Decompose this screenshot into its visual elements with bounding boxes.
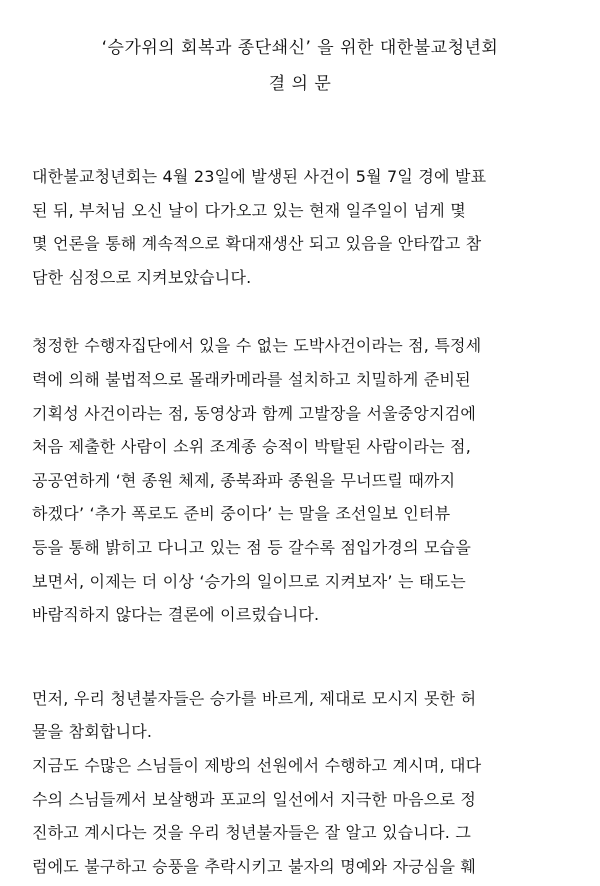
text-line: 럼에도 불구하고 승풍을 추락시키고 불자의 명예와 자긍심을 훼 bbox=[32, 856, 477, 876]
document-title bbox=[0, 30, 600, 102]
text-line: 력에 의해 불법적으로 몰래카메라를 설치하고 치밀하게 준비된 bbox=[32, 369, 471, 389]
text-line: 청정한 수행자집단에서 있을 수 없는 도박사건이라는 점, 특정세 bbox=[32, 336, 482, 356]
text-line: 된 뒤, 부처님 오신 날이 다가오고 있는 현재 일주일이 넘게 몇 bbox=[32, 200, 466, 220]
text-line: 등을 통해 밝히고 다니고 있는 점 등 갈수록 점입가경의 모습을 bbox=[32, 537, 471, 557]
text-line: 하겠다’ ‘추가 폭로도 준비 중이다’ 는 말을 조선일보 인터뷰 bbox=[32, 504, 451, 524]
text-line: 몇 언론을 통해 계속적으로 확대재생산 되고 있음을 안타깝고 참 bbox=[32, 234, 482, 254]
text-line: 처음 제출한 사람이 소위 조계종 승적이 박탈된 사람이라는 점, bbox=[32, 437, 471, 457]
paragraph-4 bbox=[32, 749, 580, 883]
text-line: 담한 심정으로 지켜보았습니다. bbox=[32, 267, 252, 287]
title-line-sub: 결 의 문 bbox=[268, 74, 332, 94]
text-line: 지금도 수많은 스님들이 제방의 선원에서 수행하고 계시며, 대다 bbox=[32, 755, 482, 775]
text-line: 기획성 사건이라는 점, 동영상과 함께 고발장을 서울중앙지검에 bbox=[32, 403, 477, 423]
paragraph-3 bbox=[32, 682, 580, 749]
text-line: 바람직하지 않다는 결론에 이르렀습니다. bbox=[32, 605, 320, 625]
title-line-main: ‘승가위의 회복과 종단쇄신’ 을 위한 대한불교청년회 bbox=[101, 38, 499, 58]
text-line: 수의 스님들께서 보살행과 포교의 일선에서 지극한 마음으로 정 bbox=[32, 789, 477, 809]
text-line: 보면서, 이제는 더 이상 ‘승가의 일이므로 지켜보자’ 는 태도는 bbox=[32, 571, 466, 591]
text-line: 공공연하게 ‘현 종원 체제, 종북좌파 종원을 무너뜨릴 때까지 bbox=[32, 470, 456, 490]
text-line: 먼저, 우리 청년불자들은 승가를 바르게, 제대로 모시지 못한 허 bbox=[32, 688, 477, 708]
paragraph-2 bbox=[32, 329, 580, 631]
document-body bbox=[32, 160, 580, 883]
paragraph-1 bbox=[32, 160, 580, 294]
text-line: 대한불교청년회는 4월 23일에 발생된 사건이 5월 7일 경에 발표 bbox=[32, 167, 487, 186]
text-line: 물을 참회합니다. bbox=[32, 722, 153, 742]
text-line: 진하고 계시다는 것을 우리 청년불자들은 잘 알고 있습니다. 그 bbox=[32, 823, 471, 843]
